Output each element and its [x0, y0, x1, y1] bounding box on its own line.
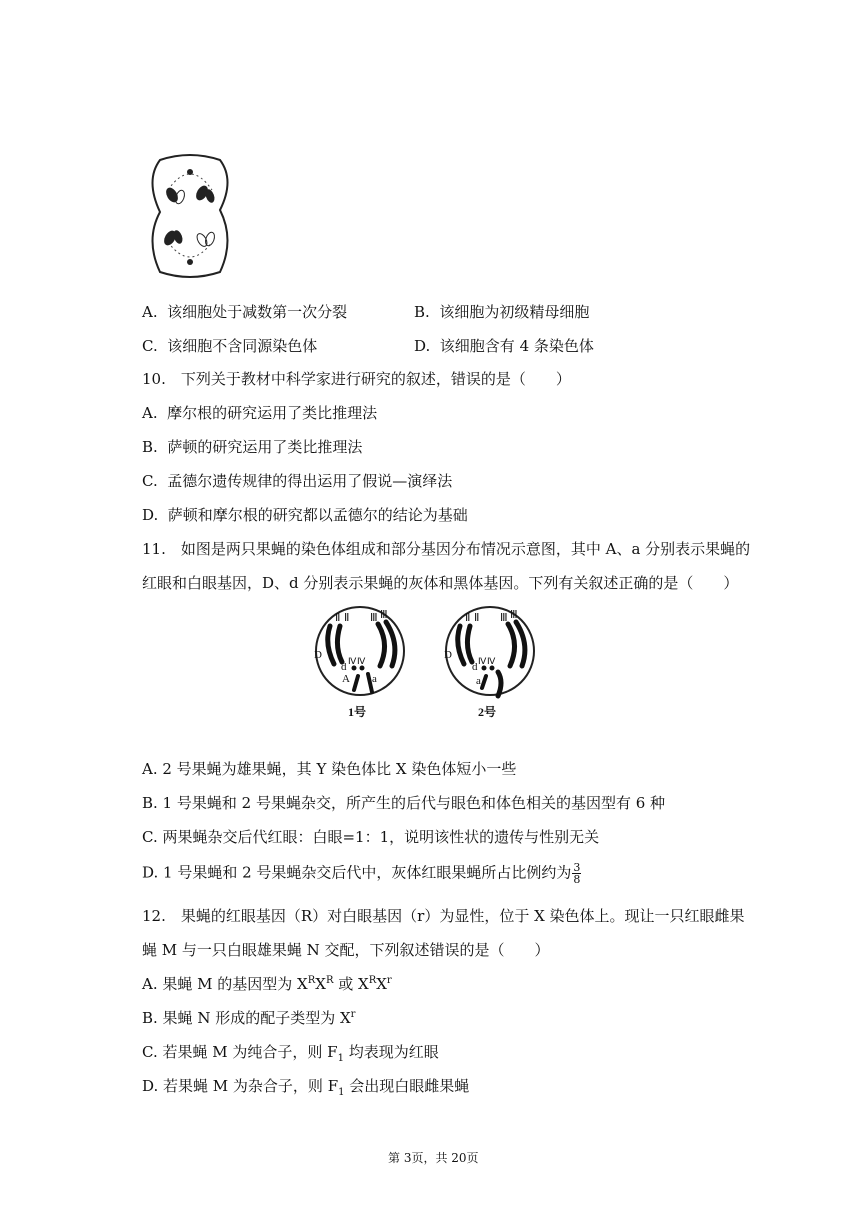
q9-option-b: B. 该细胞为初级精母细胞 — [414, 303, 590, 321]
q10-stem: 10. 下列关于教材中科学家进行研究的叙述，错误的是（ ） — [142, 370, 571, 388]
q12-option-d-post: 会出现白眼雌果蝇 — [344, 1077, 470, 1095]
q9-option-d: D. 该细胞含有 4 条染色体 — [414, 337, 594, 355]
fraction — [572, 862, 581, 885]
q12-option-b-sup: r — [350, 1009, 356, 1020]
q10-option-d-text: 萨顿和摩尔根的研究都以孟德尔的结论为基础 — [167, 506, 468, 524]
cell1-label: 1号 — [348, 705, 367, 719]
q12-option-c-post: 均表现为红眼 — [343, 1043, 439, 1061]
q11-option-c: C. 两果蝇杂交后代红眼：白眼=1：1，说明该性状的遗传与性别无关 — [142, 828, 600, 846]
q10-option-a: A. 摩尔根的研究运用了类比推理法 — [142, 404, 378, 422]
q12-option-c — [142, 1042, 439, 1062]
q12-option-d-pre: D. 若果蝇 M 为杂合子，则 F — [142, 1077, 339, 1095]
cell1-gene-a-lower: a — [372, 673, 377, 685]
q12-option-a-sup4: r — [386, 975, 392, 986]
q12-option-d — [142, 1076, 469, 1096]
cell1-gene-d-lower: d — [341, 661, 347, 673]
q11-stem-line1: 11. 如图是两只果蝇的染色体组成和部分基因分布情况示意图，其中 A、a 分别表示果蝇的 — [142, 540, 751, 558]
q10-option-c-text: 孟德尔遗传规律的得出运用了假说—演绎法 — [167, 472, 453, 490]
fruit-fly-chromosome-figure — [308, 604, 552, 720]
q12-option-a-sup1: R — [307, 975, 316, 986]
q12-option-a-sup3: R — [368, 975, 377, 986]
q12-stem-line2: 蝇 M 与一只白眼雄果蝇 N 交配，下列叙述错误的是（ ） — [142, 941, 550, 959]
q11-option-d-text: D. 1 号果蝇和 2 号果蝇杂交后代中，灰体红眼果蝇所占比例约为 — [142, 863, 572, 882]
q11-option-a: A. 2 号果蝇为雄果蝇，其 Y 染色体比 X 染色体短小一些 — [142, 760, 517, 778]
q9-option-c: C. 该细胞不含同源染色体 — [142, 337, 318, 355]
page-footer: 第 3页，共 20页 — [388, 1151, 479, 1165]
cell1-roman-4a: Ⅳ — [348, 656, 357, 666]
q11-option-b: B. 1 号果蝇和 2 号果蝇杂交，所产生的后代与眼色和体色相关的基因型有 6 种 — [142, 794, 666, 812]
q12-option-b — [142, 1008, 355, 1028]
q12-option-a-sup2: R — [325, 975, 334, 986]
q10-option-d: D. 萨顿和摩尔根的研究都以孟德尔的结论为基础 — [142, 506, 468, 524]
cell2-roman-2b: Ⅱ — [474, 612, 480, 624]
cell2-label: 2号 — [478, 705, 497, 719]
cell2-roman-3b: Ⅲ — [510, 609, 518, 621]
q12-option-d-sub: 1 — [338, 1087, 345, 1098]
q12-option-a-x4: X — [376, 975, 387, 993]
fraction-denominator: 8 — [573, 873, 581, 886]
cell1-roman-4b: Ⅳ — [357, 656, 366, 666]
cell2-roman-4a: Ⅳ — [478, 656, 487, 666]
q11-stem-line2: 红眼和白眼基因，D、d 分别表示果蝇的灰体和黑体基因。下列有关叙述正确的是（ ） — [142, 574, 739, 592]
cell1-roman-3b: Ⅲ — [380, 609, 388, 621]
q11-option-d — [142, 862, 581, 885]
q12-option-a — [142, 974, 392, 994]
q9-option-a: A. 该细胞处于减数第一次分裂 — [142, 303, 348, 321]
q9-option-b-text: 该细胞为初级精母细胞 — [439, 303, 590, 321]
q12-option-c-sub: 1 — [337, 1053, 344, 1064]
cell1-gene-d-upper: D — [314, 649, 322, 661]
q12-stem-line1: 12. 果蝇的红眼基因（R）对白眼基因（r）为显性，位于 X 染色体上。现让一只红眼雌果 — [142, 907, 745, 925]
cell2-gene-d-lower: d — [472, 661, 478, 673]
cell1-roman-2b: Ⅱ — [344, 612, 350, 624]
cell2-roman-3a: Ⅲ — [500, 612, 508, 624]
q12-option-a-mid: X — [315, 975, 326, 993]
cell2-gene-d-upper: D — [444, 649, 452, 661]
cell1-roman-2a: Ⅱ — [335, 612, 341, 624]
q10-option-a-text: 摩尔根的研究运用了类比推理法 — [167, 404, 378, 422]
q12-option-a-or: 或 X — [333, 975, 369, 993]
fraction-numerator: 3 — [573, 861, 581, 874]
q10-option-b: B. 萨顿的研究运用了类比推理法 — [142, 438, 363, 456]
q12-option-c-pre: C. 若果蝇 M 为纯合子，则 F — [142, 1043, 338, 1061]
cell-division-figure — [140, 150, 240, 280]
q12-option-a-text: A. 果蝇 M 的基因型为 X — [142, 975, 308, 993]
cell2-gene-a-lower: a — [476, 675, 481, 687]
cell1-gene-a-upper: A — [342, 673, 350, 685]
q10-option-b-text: 萨顿的研究运用了类比推理法 — [167, 438, 363, 456]
q12-option-b-text: B. 果蝇 N 形成的配子类型为 X — [142, 1009, 351, 1027]
q9-option-a-text: 该细胞处于减数第一次分裂 — [167, 303, 348, 321]
cell1-roman-3a: Ⅲ — [370, 612, 378, 624]
q9-option-d-text: 该细胞含有 4 条染色体 — [439, 337, 594, 355]
q9-option-c-text: 该细胞不含同源染色体 — [167, 337, 318, 355]
cell2-roman-2a: Ⅱ — [465, 612, 471, 624]
cell2-roman-4b: Ⅳ — [487, 656, 496, 666]
q10-option-c: C. 孟德尔遗传规律的得出运用了假说—演绎法 — [142, 472, 453, 490]
